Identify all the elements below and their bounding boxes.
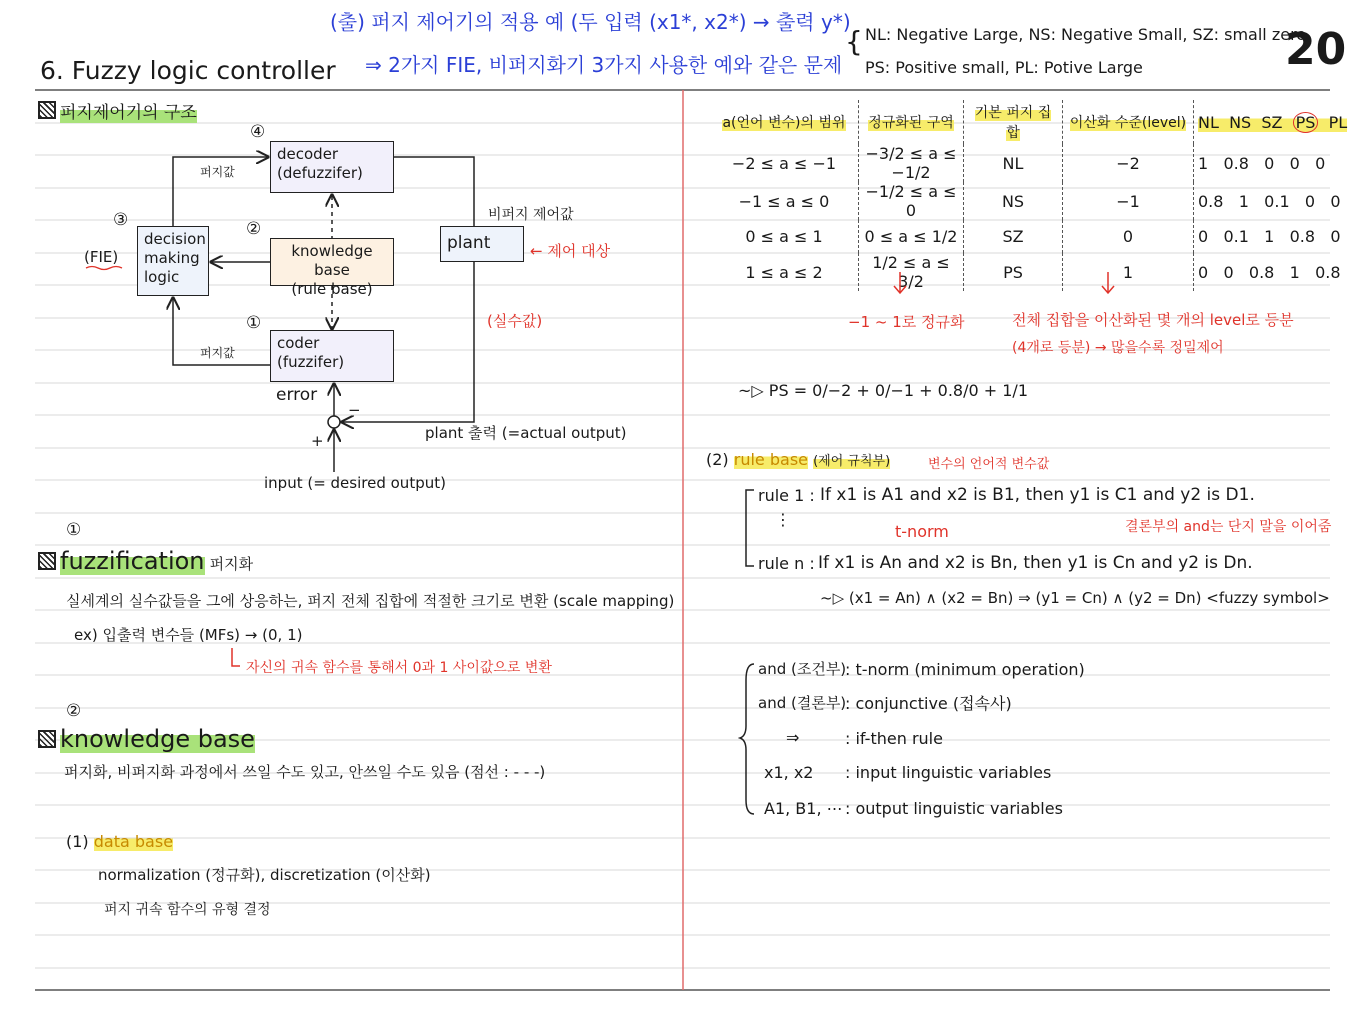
rule-base-heading: [706, 452, 890, 468]
rule-base-title: rule base: [733, 450, 808, 469]
membership-value: 0.8: [1289, 227, 1316, 246]
note-hook-icon: [226, 648, 242, 674]
decoder-label: decoder: [277, 145, 339, 163]
page-number: 20: [1285, 24, 1347, 75]
fuzzy-value-top: 퍼지값: [200, 165, 235, 179]
decision-block: [137, 226, 209, 296]
table-cell: 1/2 ≤ a ≤ 3/2: [859, 253, 964, 291]
real-value-label: (실수값): [487, 312, 543, 330]
decoder-number: ④: [250, 122, 266, 142]
table-cell-memberships: [1194, 144, 1353, 182]
variable-value-note: 변수의 언어적 변수값: [928, 457, 1050, 472]
table-cell: 1 ≤ a ≤ 2: [710, 253, 859, 291]
coder-sublabel: (fuzzifer): [277, 352, 345, 371]
rule-base-title-ko: (제어 규칙부): [813, 454, 891, 469]
def-text: : if-then rule: [845, 729, 943, 748]
fuzzy-value-bottom: 퍼지값: [200, 346, 235, 360]
fuzzification-desc: 실세계의 실수값들을 그에 상응하는, 퍼지 전체 집합에 적절한 크기로 변환 (scale mapping): [66, 592, 675, 610]
rule-ellipsis: ⋮: [775, 510, 791, 529]
conclusion-and-note: 결론부의 and는 단지 말을 이어줌: [1125, 519, 1332, 535]
fuzzification-title: fuzzification: [60, 547, 205, 575]
col-header-sz: SZ: [1261, 112, 1283, 132]
membership-value: 1: [1264, 227, 1275, 246]
knowledge-base-number: ②: [66, 701, 82, 721]
control-target-label: ← 제어 대상: [530, 242, 611, 260]
col-header-ps: PS: [1293, 112, 1319, 133]
knowledge-sublabel: (rule base): [291, 279, 373, 298]
decision-label-2: making: [144, 248, 200, 267]
col-header-range: a(언어 변수)의 범위: [722, 115, 846, 131]
def-term: and (결론부): [758, 694, 847, 712]
membership-value: 0: [1315, 153, 1326, 173]
col-header-ns: NS: [1229, 112, 1252, 132]
def-text: : output linguistic variables: [845, 799, 1063, 818]
table-cell: −2 ≤ a ≤ −1: [710, 144, 859, 182]
decoder-sublabel: (defuzzifer): [277, 163, 363, 182]
data-base-prefix: (1): [66, 832, 89, 851]
membership-value: 0: [1289, 153, 1300, 173]
plant-block: plant: [440, 226, 524, 262]
header-note-1: (출) 퍼지 제어기의 적용 예 (두 입력 (x1*, x2*) → 출력 y*): [330, 10, 851, 34]
table-cell: −1 ≤ a ≤ 0: [710, 182, 859, 220]
knowledge-base-block: [270, 238, 394, 298]
table-cell: 0: [1063, 220, 1194, 253]
defuzz-control-label: 비퍼지 제어값: [488, 207, 574, 223]
membership-value: 0: [1198, 227, 1209, 246]
chapter-title: 6. Fuzzy logic controller: [40, 56, 336, 85]
plant-output-label: plant 출력 (=actual output): [425, 424, 627, 442]
checkbox-icon: [38, 552, 56, 570]
table-cell-memberships: [1194, 220, 1353, 253]
legend-line-1: NL: Negative Large, NS: Negative Small, SZ: small zero,: [865, 25, 1312, 44]
membership-value: 0: [1304, 191, 1316, 211]
table-cell: −1/2 ≤ a ≤ 0: [859, 182, 964, 220]
knowledge-base-title: knowledge base: [60, 725, 255, 753]
decision-label-1: decision: [144, 230, 206, 248]
coder-label: coder: [277, 334, 320, 352]
input-label: input (= desired output): [264, 474, 446, 492]
table-row: [710, 144, 1352, 182]
normalize-note: −1 ~ 1로 정규화: [848, 313, 965, 331]
mf-type-line: 퍼지 귀속 함수의 유형 결정: [104, 902, 271, 918]
def-text: : t-norm (minimum operation): [845, 660, 1085, 679]
membership-value: 1: [1289, 262, 1300, 282]
col-header-normalized: 정규화된 구역: [868, 115, 954, 131]
table-cell: NS: [964, 182, 1063, 220]
table-cell: −2: [1063, 144, 1194, 182]
col-header-sets: [1198, 113, 1347, 132]
membership-value: 0: [1330, 191, 1341, 211]
membership-value: 0: [1264, 153, 1275, 173]
def-term: A1, B1, ⋯: [764, 799, 843, 818]
structure-heading-text: 퍼지제어기의 구조: [60, 103, 197, 123]
minus-sign: −: [348, 401, 361, 419]
table-cell: 1: [1063, 253, 1194, 291]
legend-line-2: PS: Positive small, PL: Potive Large: [865, 58, 1143, 77]
knowledge-number: ②: [246, 219, 262, 239]
table-header-row: [710, 100, 1352, 144]
table-cell: −1: [1063, 182, 1194, 220]
membership-value: 1: [1238, 191, 1249, 211]
fuzzy-set-table: [710, 100, 1352, 291]
table-note-arrows: [880, 270, 1130, 300]
fuzzification-note: 자신의 귀속 함수를 통해서 0과 1 사이값으로 변환: [246, 660, 552, 676]
discrete-note-1: 전체 집합을 이산화된 몇 개의 level로 등분: [1012, 311, 1294, 329]
plus-sign: +: [311, 432, 324, 450]
def-text: : input linguistic variables: [845, 763, 1052, 782]
table-cell: −3/2 ≤ a ≤ −1/2: [859, 144, 964, 182]
coder-block: [270, 330, 394, 382]
decision-number: ③: [113, 210, 129, 230]
rule-1-label: rule 1 :: [758, 486, 815, 505]
fuzzy-symbol-expr: ~▷ (x1 = An) ∧ (x2 = Bn) ⇒ (y1 = Cn) ∧ (y2 = Dn) <fuzzy symbol>: [820, 589, 1330, 607]
knowledge-base-desc: 퍼지화, 비퍼지화 과정에서 쓰일 수도 있고, 안쓰일 수도 있음 (점선 : - - -): [64, 763, 546, 781]
definitions-brace: [738, 660, 762, 820]
ps-expression: ~▷ PS = 0/−2 + 0/−1 + 0.8/0 + 1/1: [738, 381, 1028, 400]
rule-base-prefix: (2): [706, 450, 729, 469]
membership-value: 0: [1198, 262, 1209, 282]
rule-1-text: If x1 is A1 and x2 is B1, then y1 is C1 and y2 is D1.: [820, 485, 1255, 505]
col-header-pl: PL: [1328, 112, 1348, 132]
rule-n-text: If x1 is An and x2 is Bn, then y1 is Cn and y2 is Dn.: [818, 553, 1253, 573]
membership-value: 0.1: [1264, 191, 1290, 211]
table-cell: PS: [964, 253, 1063, 291]
def-text: : conjunctive (접속사): [845, 694, 1012, 713]
rule-n-label: rule n :: [758, 554, 815, 573]
table-cell: 0 ≤ a ≤ 1: [710, 220, 859, 253]
membership-value: 0.8: [1248, 262, 1275, 282]
legend-brace: {: [845, 25, 863, 58]
def-term: and (조건부): [758, 660, 847, 678]
membership-value: 0.8: [1223, 153, 1249, 173]
normalization-line: normalization (정규화), discretization (이산화): [98, 866, 431, 884]
col-header-level: 이산화 수준(level): [1069, 115, 1187, 131]
checkbox-icon: [38, 730, 56, 748]
fuzzification-example: ex) 입출력 변수들 (MFs) → (0, 1): [74, 626, 303, 644]
membership-value: 0.8: [1198, 191, 1224, 211]
membership-value: 0: [1223, 262, 1234, 282]
def-term: x1, x2: [764, 763, 814, 782]
col-header-nl: NL: [1198, 112, 1219, 132]
discrete-note-2: (4개로 등분) → 많을수록 정밀제어: [1012, 340, 1224, 356]
def-term: ⇒: [786, 728, 800, 747]
membership-value: 0: [1330, 227, 1341, 246]
table-row: [710, 182, 1352, 220]
membership-value: 1: [1198, 153, 1209, 173]
table-cell: NL: [964, 144, 1063, 182]
membership-value: 0.8: [1315, 262, 1341, 282]
tnorm-note: t-norm: [895, 522, 949, 541]
data-base-heading: [66, 834, 173, 850]
knowledge-label: knowledge base: [291, 242, 373, 279]
decision-label-3: logic: [144, 267, 180, 286]
table-cell: 0 ≤ a ≤ 1/2: [859, 220, 964, 253]
knowledge-base-heading: [38, 727, 255, 751]
coder-number: ①: [246, 313, 262, 333]
fie-label: (FIE): [84, 248, 119, 266]
table-row: [710, 220, 1352, 253]
table-cell-memberships: [1194, 253, 1353, 291]
fuzzification-heading: [38, 549, 253, 573]
header-note-2: ⇒ 2가지 FIE, 비퍼지화기 3가지 사용한 예와 같은 문제: [365, 53, 843, 77]
col-header-fuzzy-set: 기본 퍼지 집합: [974, 105, 1052, 141]
data-base-title: data base: [93, 832, 174, 851]
table-cell-memberships: [1194, 182, 1353, 220]
decoder-block: [270, 141, 394, 193]
fuzzification-title-ko: 퍼지화: [209, 555, 254, 573]
error-label: error: [276, 385, 318, 405]
table-cell: SZ: [964, 220, 1063, 253]
membership-value: 0.1: [1223, 227, 1249, 246]
fuzzification-number: ①: [66, 520, 82, 540]
